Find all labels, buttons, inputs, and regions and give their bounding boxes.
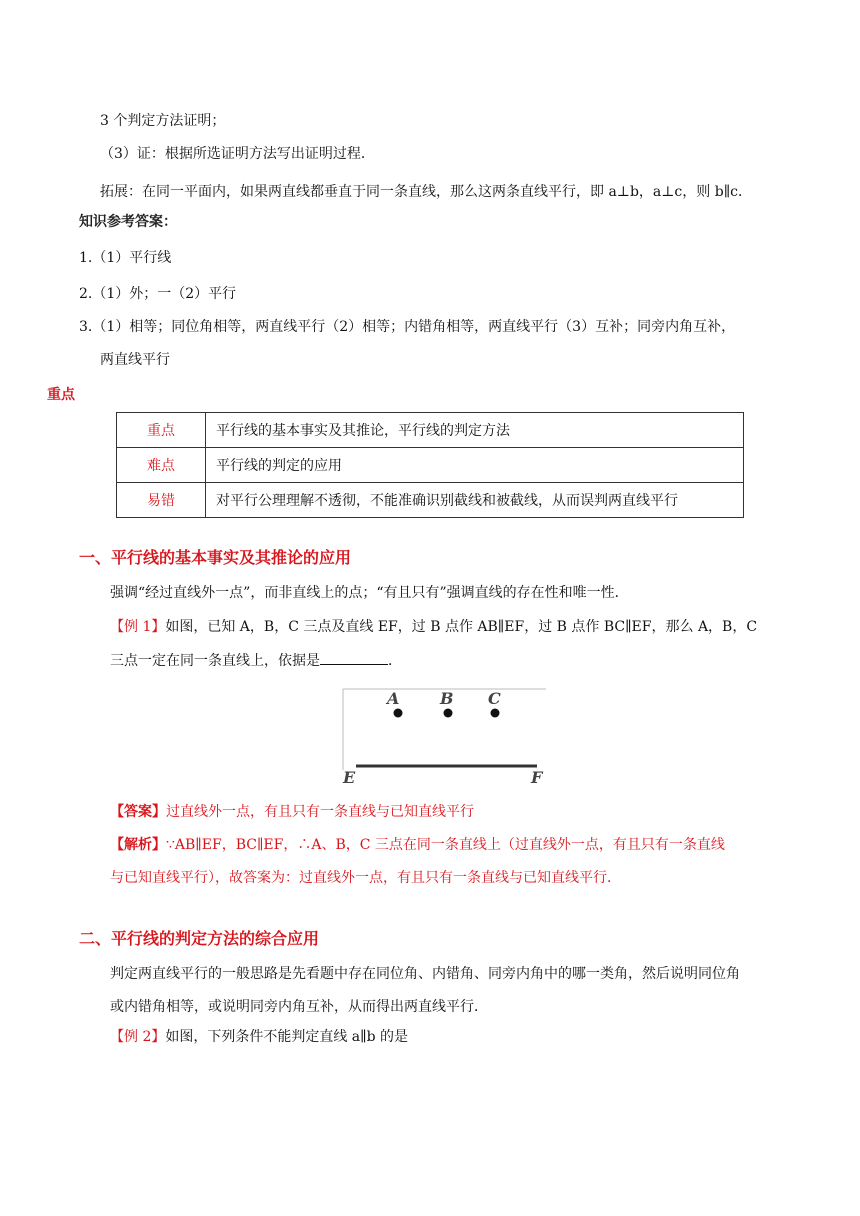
answer-1: 1.（1）平行线	[79, 250, 172, 266]
label-f: F	[531, 768, 543, 786]
example-2	[110, 1027, 408, 1047]
example-2-text: 如图，下列条件不能判定直线 a∥b 的是	[165, 1029, 409, 1045]
table-value: 平行线的基本事实及其推论，平行线的判定方法	[206, 413, 744, 448]
example-1-figure	[340, 686, 550, 786]
table-row	[117, 483, 744, 518]
label-b: B	[440, 689, 454, 708]
analysis-text: ∵AB∥EF，BC∥EF，∴A、B，C 三点在同一条直线上（过直线外一点，有且只有一条直线	[166, 837, 725, 853]
example-1-line-1	[110, 617, 757, 637]
answer-blank	[320, 650, 388, 665]
answer-tag: 【答案】	[110, 804, 166, 820]
intro-line-2: （3）证：根据所选证明方法写出证明过程．	[100, 146, 375, 162]
section-2-title: 二、平行线的判定方法的综合应用	[79, 929, 320, 948]
point-a	[394, 709, 403, 718]
point-c	[491, 709, 500, 718]
intro-line-3: 拓展：在同一平面内，如果两直线都垂直于同一条直线，那么这两条直线平行，即 a⊥b，a⊥c，则 b∥c．	[100, 184, 752, 200]
example-1-text-2: 三点一定在同一条直线上，依据是	[110, 653, 320, 669]
label-e: E	[343, 768, 356, 786]
example-1-analysis-line-2: 与已知直线平行），故答案为：过直线外一点，有且只有一条直线与已知直线平行．	[110, 870, 621, 886]
answer-3-line-1: 3.（1）相等；同位角相等，两直线平行（2）相等；内错角相等，两直线平行（3）互补；同旁内角互补，	[79, 319, 736, 335]
answer-text: 过直线外一点，有且只有一条直线与已知直线平行	[166, 804, 474, 820]
table-key: 重点	[117, 413, 206, 448]
table-key: 易错	[117, 483, 206, 518]
section-2-intro-line-2: 或内错角相等，或说明同旁内角互补，从而得出两直线平行．	[110, 999, 488, 1015]
answer-2: 2.（1）外；一（2）平行	[79, 286, 237, 302]
example-1-text-end: ．	[388, 653, 402, 669]
section-1-intro: 强调“经过直线外一点”，而非直线上的点；“有且只有”强调直线的存在性和唯一性．	[110, 585, 629, 601]
example-1-answer	[110, 802, 474, 822]
example-1-text: 如图，已知 A，B，C 三点及直线 EF，过 B 点作 AB∥EF，过 B 点作 BC∥EF，那么 A，B，C	[165, 619, 758, 635]
key-heading: 重点	[47, 387, 75, 403]
key-points-table	[116, 412, 744, 518]
label-c: C	[488, 689, 501, 708]
example-1-tag: 【例 1】	[110, 619, 166, 635]
example-2-tag: 【例 2】	[110, 1029, 166, 1045]
section-2-intro-line-1: 判定两直线平行的一般思路是先看题中存在同位角、内错角、同旁内角中的哪一类角，然后说明同位角	[110, 966, 740, 982]
table-key: 难点	[117, 448, 206, 483]
point-b	[444, 709, 453, 718]
label-a: A	[387, 689, 400, 708]
answers-title: 知识参考答案：	[79, 214, 177, 230]
table-row	[117, 413, 744, 448]
table-row	[117, 448, 744, 483]
table-value: 平行线的判定的应用	[206, 448, 744, 483]
table-value: 对平行公理理解不透彻，不能准确识别截线和被截线，从而误判两直线平行	[206, 483, 744, 518]
intro-line-1: 3 个判定方法证明；	[100, 113, 226, 129]
analysis-tag: 【解析】	[110, 837, 166, 853]
section-1-title: 一、平行线的基本事实及其推论的应用	[79, 548, 352, 567]
answer-3-line-2: 两直线平行	[100, 352, 170, 368]
example-1-analysis-line-1	[110, 835, 725, 855]
example-1-line-2	[110, 650, 402, 671]
